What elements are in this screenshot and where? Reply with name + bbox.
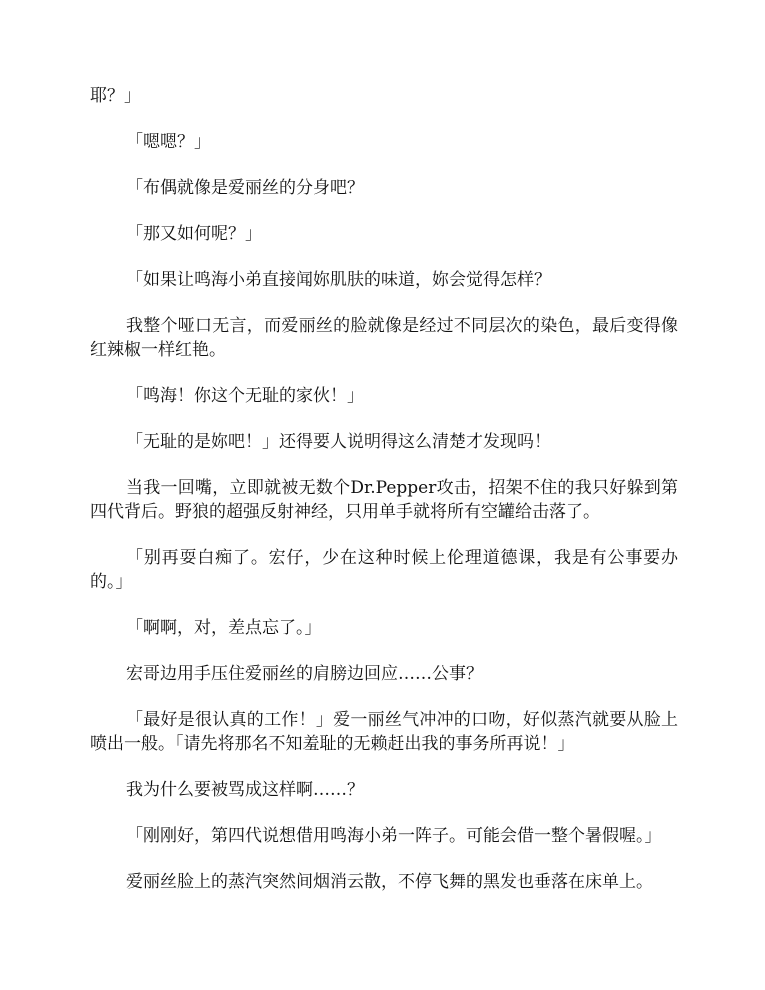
- paragraph: 我为什么要被骂成这样啊……？: [126, 780, 364, 800]
- paragraph: 「布偶就像是爱丽丝的分身吧？: [126, 178, 364, 198]
- paragraph: 「那又如何呢？」: [126, 224, 262, 244]
- paragraph: 「最好是很认真的工作！」爱一丽丝气冲冲的口吻，好似蒸汽就要从脸上喷出一般。「请先将那名不知羞耻的无赖赶出我的事务所再说！」: [90, 710, 678, 754]
- paragraph: 「别再耍白痴了。宏仔，少在这种时候上伦理道德课，我是有公事要办的。」: [90, 548, 678, 592]
- document-page: [90, 84, 678, 916]
- paragraph: 宏哥边用手压住爱丽丝的肩膀边回应……公事？: [126, 664, 483, 684]
- paragraph: 「刚刚好，第四代说想借用鸣海小弟一阵子。可能会借一整个暑假喔。」: [126, 826, 662, 846]
- paragraph: 当我一回嘴，立即就被无数个Dr.Pepper攻击，招架不住的我只好躲到第四代背后。野狼的超强反射神经，只用单手就将所有空罐给击落了。: [90, 478, 678, 522]
- paragraph: 「啊啊，对，差点忘了。」: [126, 618, 322, 638]
- paragraph: 爱丽丝脸上的蒸汽突然间烟消云散，不停飞舞的黑发也垂落在床单上。: [126, 872, 653, 892]
- paragraph: 「嗯嗯？」: [126, 132, 211, 152]
- paragraph: 「鸣海！你这个无耻的家伙！」: [126, 386, 364, 406]
- paragraph: 耶？」: [90, 86, 141, 106]
- paragraph: 我整个哑口无言，而爱丽丝的脸就像是经过不同层次的染色，最后变得像红辣椒一样红艳。: [90, 316, 678, 360]
- paragraph: 「无耻的是妳吧！」还得要人说明得这么清楚才发现吗！: [126, 432, 551, 452]
- paragraph: 「如果让鸣海小弟直接闻妳肌肤的味道，妳会觉得怎样？: [126, 270, 551, 290]
